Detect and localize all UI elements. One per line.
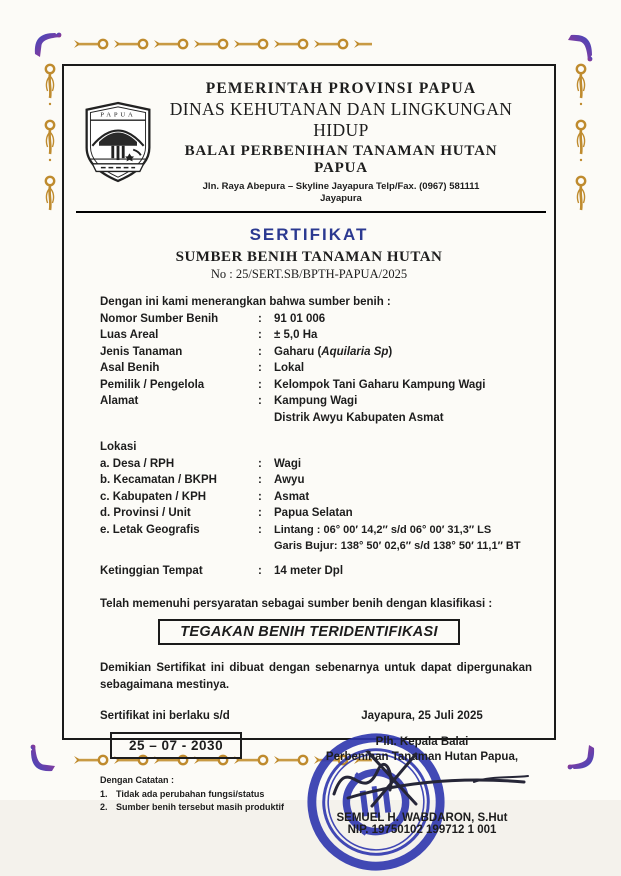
classification-box: TEGAKAN BENIH TERIDENTIFIKASI (158, 619, 460, 645)
colon: : (258, 329, 262, 342)
letterhead (64, 66, 554, 204)
certificate-frame (62, 64, 556, 837)
field-value: 14 meter Dpl (274, 564, 344, 577)
note-item (100, 801, 296, 815)
place-date: Jayapura, 25 Juli 2025 (361, 710, 483, 723)
colon: : (258, 378, 262, 391)
field-value: 91 01 006 (274, 312, 326, 325)
note-number: 1. (100, 788, 108, 799)
colon: : (258, 474, 262, 487)
field-value: Wagi (274, 457, 302, 470)
intro-text: Dengan ini kami menerangkan bahwa sumber benih : (100, 295, 391, 308)
signer-nip: NIP. 19750102 199712 1 001 (347, 824, 497, 837)
longitude-value: Garis Bujur: 138° 50′ 02,6″ s/d 138° 50′ 11,1″ BT (274, 540, 521, 553)
field-row-asal (100, 360, 540, 377)
field-label: Alamat (100, 395, 139, 408)
lokasi-row-desa (100, 456, 540, 473)
lokasi-row-kabupaten (100, 489, 540, 506)
papua-provincial-seal-icon (80, 100, 156, 184)
field-value: Papua Selatan (274, 507, 353, 520)
colon: : (258, 362, 262, 375)
field-row-jenis (100, 344, 540, 361)
border-ornament-right-icon (573, 62, 589, 212)
note-text: Sumber benih tersebut masih produktif (116, 802, 285, 813)
field-value: ± 5,0 Ha (274, 329, 318, 342)
field-label: Pemilik / Pengelola (100, 378, 205, 391)
field-label: Jenis Tanaman (100, 345, 183, 358)
field-row-alamat (100, 393, 540, 410)
field-row-luas (100, 327, 540, 344)
field-label: b. Kecamatan / BKPH (100, 474, 217, 487)
border-ornament-top-icon (72, 36, 372, 52)
field-row-pemilik (100, 377, 540, 394)
field-value: Kampung Wagi (274, 395, 358, 408)
colon: : (258, 564, 262, 577)
note-item (100, 788, 296, 802)
seal-text: PAPUA (100, 111, 136, 119)
office-address: Jln. Raya Abepura – Skyline Jayapura Telp/Fax. (0967) 581111 (202, 180, 480, 192)
colon: : (258, 395, 262, 408)
field-label: Asal Benih (100, 362, 160, 375)
colon: : (258, 523, 262, 536)
office-city: Jayapura (320, 193, 362, 205)
field-label: Nomor Sumber Benih (100, 312, 219, 325)
corner-flourish-icon (28, 744, 58, 774)
field-label: d. Provinsi / Unit (100, 507, 191, 520)
corner-flourish-icon (32, 30, 62, 60)
validity-label: Sertifikat ini berlaku s/d (100, 710, 230, 723)
certificate-title: SERTIFIKAT (249, 225, 369, 245)
closing-text: Demikian Sertifikat ini dibuat dengan sebenarnya untuk dapat dipergunakan sebagaimana mestinya. (100, 662, 532, 691)
species-name: Aquilaria Sp (321, 345, 389, 358)
certificate-number: No : 25/SERT.SB/BPTH-PAPUA/2025 (210, 267, 408, 282)
lokasi-row-provinsi (100, 505, 540, 522)
classification-intro: Telah memenuhi persyaratan sebagai sumber benih dengan klasifikasi : (100, 598, 493, 611)
lokasi-heading: Lokasi (100, 441, 137, 454)
note-number: 2. (100, 802, 108, 813)
field-value: Gaharu (Aquilaria Sp) (274, 345, 393, 358)
signer-title-2: Perbenihan Tanaman Hutan Papua, (325, 751, 519, 764)
field-value: Asmat (274, 490, 310, 503)
field-label: Luas Areal (100, 329, 159, 342)
field-value: Distrik Awyu Kabupaten Asmat (274, 411, 444, 424)
field-row-nomor (100, 311, 540, 328)
field-row-alamat-2 (100, 410, 540, 427)
field-value: Awyu (274, 474, 305, 487)
colon: : (258, 490, 262, 503)
colon: : (258, 345, 262, 358)
border-ornament-left-icon (42, 62, 58, 212)
colon: : (258, 507, 262, 520)
signer-name: SEMUEL H. WABDARON, S.Hut (336, 812, 508, 825)
colon: : (258, 457, 262, 470)
government-name: PEMERINTAH PROVINSI PAPUA (205, 80, 477, 97)
colon: : (258, 312, 262, 325)
signature-block (296, 710, 548, 836)
office-name: BALAI PERBENIHAN TANAMAN HUTAN PAPUA (184, 142, 498, 177)
field-value (274, 522, 540, 555)
field-label: Ketinggian Tempat (100, 564, 203, 577)
corner-flourish-icon (567, 742, 597, 772)
field-label: a. Desa / RPH (100, 457, 175, 470)
notes-heading: Dengan Catatan : (100, 775, 175, 786)
field-value: Kelompok Tani Gaharu Kampung Wagi (274, 378, 486, 391)
latitude-value: Lintang : 06° 00′ 14,2″ s/d 06° 00′ 31,3″ LS (274, 523, 492, 536)
expiry-date-box: 25 – 07 - 2030 (110, 732, 242, 759)
signer-title-1: Plh. Kepala Balai (375, 736, 469, 749)
lokasi-row-ketinggian (100, 563, 540, 580)
corner-flourish-icon (565, 32, 595, 62)
lokasi-row-letak (100, 522, 540, 555)
field-label: e. Letak Geografis (100, 523, 200, 536)
lokasi-row-kecamatan (100, 472, 540, 489)
field-value: Lokal (274, 362, 305, 375)
certificate-subtitle: SUMBER BENIH TANAMAN HUTAN (175, 248, 443, 265)
field-label: c. Kabupaten / KPH (100, 490, 207, 503)
agency-name: DINAS KEHUTANAN DAN LINGKUNGAN HIDUP (169, 99, 513, 140)
letterhead-divider (76, 211, 546, 213)
signature-scribble-icon (324, 742, 536, 820)
note-text: Tidak ada perubahan fungsi/status (116, 788, 265, 799)
